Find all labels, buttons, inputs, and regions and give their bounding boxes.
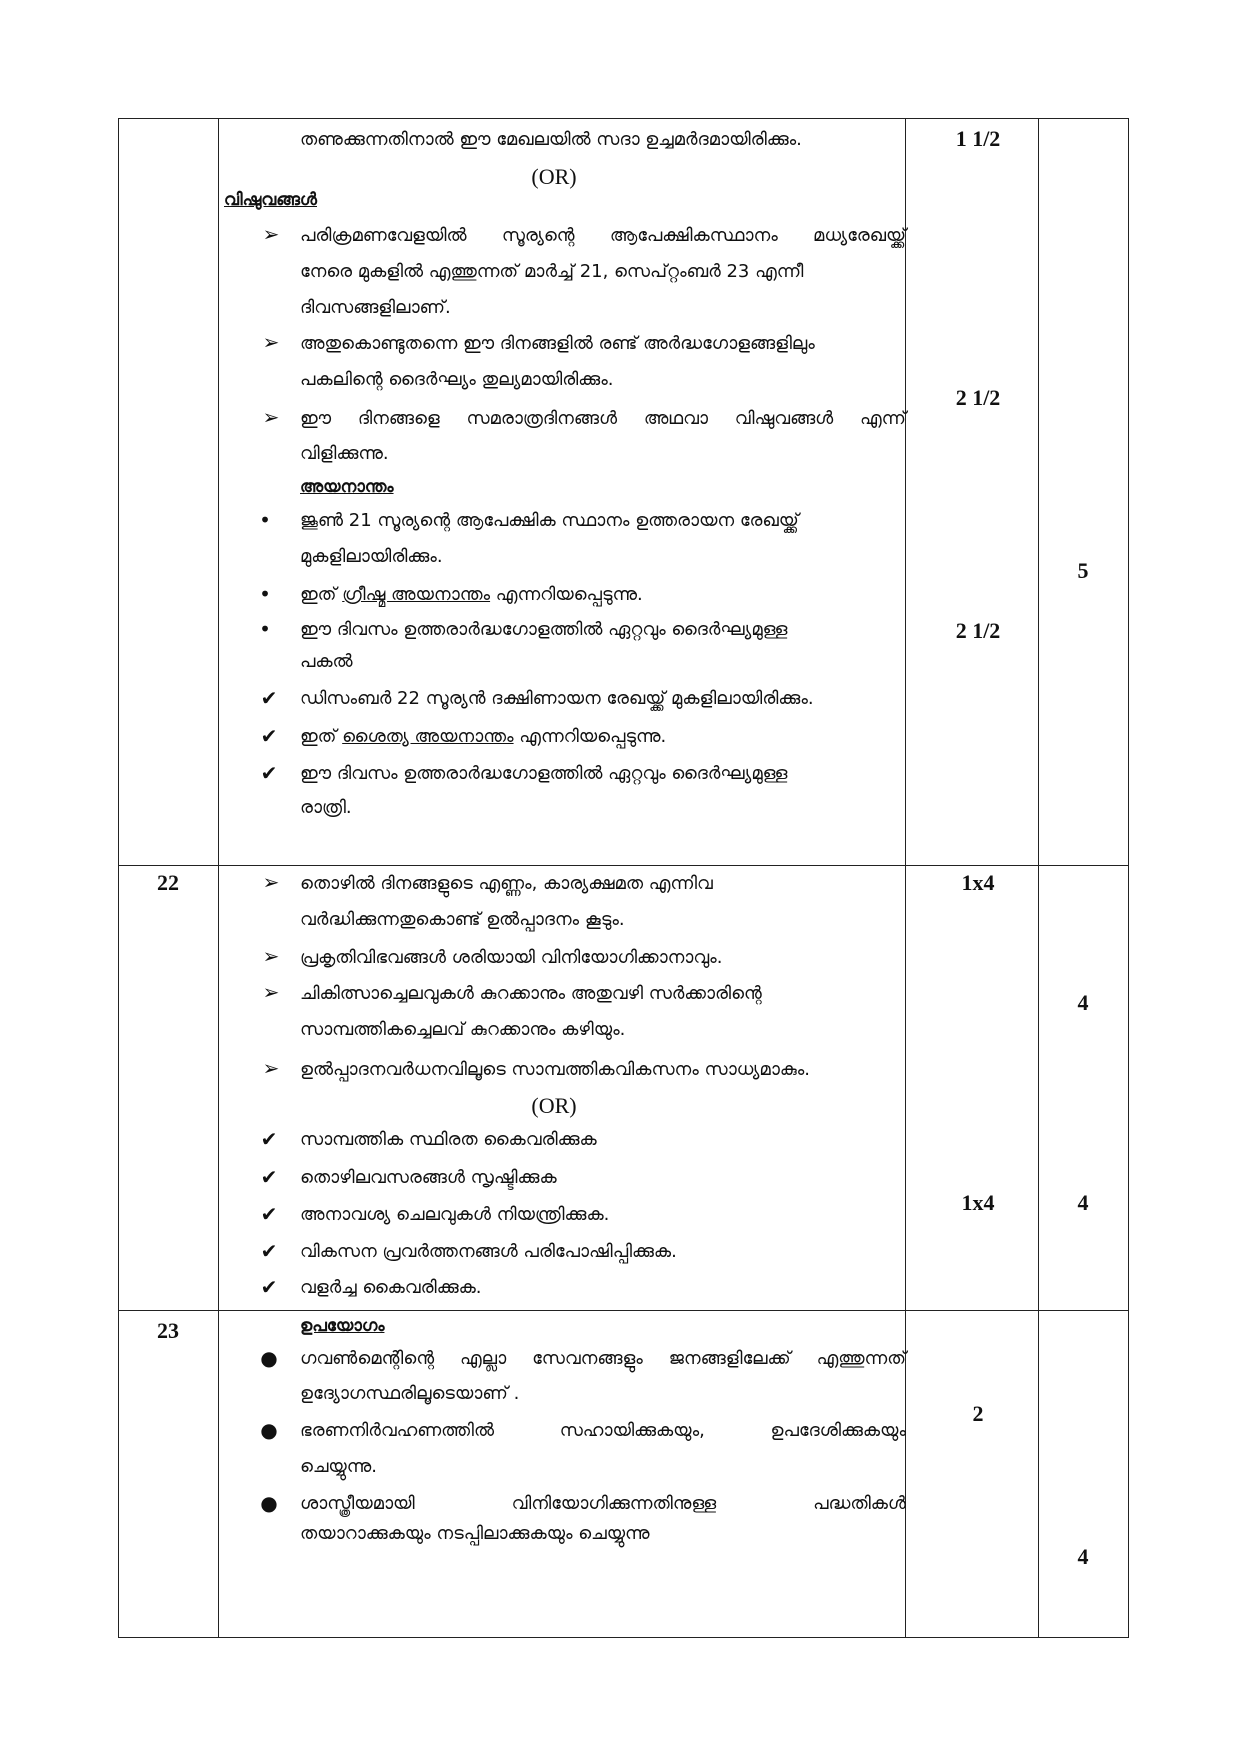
column-divider (905, 119, 906, 1637)
disc-bullet-icon: ● (260, 1346, 278, 1370)
answer-line: രാത്രി. (300, 797, 352, 818)
column-divider (1038, 119, 1039, 1637)
underlined-term: ഗ്രീഷ്മ അയനാന്തം (342, 584, 491, 605)
arrow-bullet-icon: ➢ (262, 1056, 280, 1080)
or-separator: (OR) (531, 164, 577, 189)
mark-value: 1 1/2 (955, 126, 1001, 151)
answer-line: സാമ്പത്തികച്ചെലവ് കുറക്കാനും കഴിയും. (300, 1019, 626, 1040)
answer-line: തൊഴിലവസരങ്ങൾ സൃഷ്ടിക്കുക (300, 1167, 557, 1188)
answer-line: ഉദ്യോഗസ്ഥരിലൂടെയാണ് . (300, 1383, 520, 1404)
answer-line: ദിവസങ്ങളിലാണ്. (300, 297, 451, 318)
answer-line: ഭരണനിർവഹണത്തിൽ സഹായിക്കുകയും, ഉപദേശിക്കുകയും (300, 1420, 906, 1441)
answer-line: വളർച്ച കൈവരിക്കുക. (300, 1277, 482, 1298)
question-number: 22 (157, 870, 179, 895)
answer-line: പകലിന്റെ ദൈർഘ്യം തുല്യമായിരിക്കും. (300, 369, 614, 390)
mark-value: 2 1/2 (955, 385, 1001, 410)
dot-bullet-icon: • (259, 508, 271, 532)
check-bullet-icon: ✔ (260, 1127, 278, 1151)
check-bullet-icon: ✔ (260, 686, 278, 710)
answer-line: ഉൽപ്പാദനവർധനവിലൂടെ സാമ്പത്തികവികസനം സാധ്യമാകും. (300, 1059, 811, 1080)
disc-bullet-icon: ● (260, 1418, 278, 1442)
answer-line: അതുകൊണ്ടുതന്നെ ഈ ദിനങ്ങളിൽ രണ്ട് അർദ്ധഗോളങ്ങളിലും (300, 333, 815, 354)
check-bullet-icon: ✔ (260, 1202, 278, 1226)
answer-line: വികസന പ്രവർത്തനങ്ങൾ പരിപോഷിപ്പിക്കുക. (300, 1241, 677, 1262)
answer-line: തൊഴിൽ ദിനങ്ങളുടെ എണ്ണം, കാര്യക്ഷമത എന്നിവ (300, 873, 713, 894)
answer-line: ഈ ദിനങ്ങളെ സമരാത്രദിനങ്ങൾ അഥവാ വിഷുവങ്ങൾ എന്ന് (300, 408, 906, 429)
check-bullet-icon: ✔ (260, 724, 278, 748)
answer-line: നേരെ മുകളിൽ എത്തുന്നത് മാർച്ച് 21, സെപ്റ്റംബർ 23 എന്നീ (300, 261, 804, 282)
answer-line: അനാവശ്യ ചെലവുകൾ നിയന്ത്രിക്കുക. (300, 1204, 610, 1225)
arrow-bullet-icon: ➢ (262, 980, 280, 1004)
question-number: 23 (157, 1318, 179, 1343)
dot-bullet-icon: • (259, 582, 271, 606)
answer-line: ശാസ്ത്രീയമായി വിനിയോഗിക്കുന്നതിനുള്ള പദ്ധതികൾ (300, 1493, 906, 1514)
row-divider (119, 1310, 1128, 1311)
arrow-bullet-icon: ➢ (262, 870, 280, 894)
answer-line: മുകളിലായിരിക്കും. (300, 546, 443, 567)
total-mark: 4 (1077, 1190, 1089, 1215)
answer-line: തയാറാക്കുകയും നടപ്പിലാക്കുകയും ചെയ്യുന്നു (300, 1523, 650, 1544)
check-bullet-icon: ✔ (260, 1239, 278, 1263)
check-bullet-icon: ✔ (260, 1165, 278, 1189)
or-separator: (OR) (531, 1093, 577, 1118)
disc-bullet-icon: ● (260, 1491, 278, 1515)
answer-line: വിളിക്കുന്നു. (300, 443, 389, 464)
check-bullet-icon: ✔ (260, 761, 278, 785)
arrow-bullet-icon: ➢ (262, 330, 280, 354)
section-heading: വിഷുവങ്ങൾ (224, 190, 317, 210)
answer-line: വർദ്ധിക്കുന്നതുകൊണ്ട് ഉൽപ്പാദനം കൂടും. (300, 909, 625, 930)
mark-value: 2 1/2 (955, 618, 1001, 643)
answer-line: പരിക്രമണവേളയിൽ സൂര്യന്റെ ആപേക്ഷികസ്ഥാനം മധ്യരേഖയ്ക്ക് (300, 225, 906, 246)
section-heading: അയനാന്തം (300, 477, 394, 497)
mark-value: 2 (972, 1401, 984, 1426)
answer-line: ഇത് ഗ്രീഷ്മ അയനാന്തം എന്നറിയപ്പെടുന്നു. (300, 584, 643, 605)
answer-line: തണുക്കുന്നതിനാൽ ഈ മേഖലയിൽ സദാ ഉച്ചമർദമായിരിക്കും. (300, 129, 802, 150)
mark-value: 1x4 (961, 870, 995, 895)
answer-line: പകൽ (300, 651, 353, 672)
arrow-bullet-icon: ➢ (262, 944, 280, 968)
answer-line: ചെയ്യുന്നു. (300, 1456, 377, 1477)
arrow-bullet-icon: ➢ (262, 405, 280, 429)
section-heading: ഉപയോഗം (300, 1316, 385, 1336)
answer-line: പ്രകൃതിവിഭവങ്ങൾ ശരിയായി വിനിയോഗിക്കാനാവും. (300, 947, 723, 968)
check-bullet-icon: ✔ (260, 1275, 278, 1299)
underlined-term: ശൈത്യ അയനാന്തം (342, 726, 514, 747)
answer-line: ഗവൺമെന്റിന്റെ എല്ലാ സേവനങ്ങളും ജനങ്ങളിലേക്ക് എത്തുന്നത് (300, 1348, 906, 1369)
mark-value: 1x4 (961, 1190, 995, 1215)
row-divider (119, 865, 1128, 866)
answer-line: ചികിത്സാച്ചെലവുകൾ കുറക്കാനും അതുവഴി സർക്കാരിന്റെ (300, 983, 762, 1004)
answer-line: ഇത് ശൈത്യ അയനാന്തം എന്നറിയപ്പെടുന്നു. (300, 726, 667, 747)
total-mark: 5 (1077, 558, 1089, 583)
answer-line: ജൂൺ 21 സൂര്യന്റെ ആപേക്ഷിക സ്ഥാനം ഉത്തരായന രേഖയ്ക്ക് (300, 510, 799, 531)
answer-line: ഈ ദിവസം ഉത്തരാർദ്ധഗോളത്തിൽ ഏറ്റവും ദൈർഘ്യമുള്ള (300, 619, 788, 640)
total-mark: 4 (1077, 1544, 1089, 1569)
arrow-bullet-icon: ➢ (262, 222, 280, 246)
answer-line: സാമ്പത്തിക സ്ഥിരത കൈവരിക്കുക (300, 1129, 597, 1150)
answer-line: ഈ ദിവസം ഉത്തരാർദ്ധഗോളത്തിൽ ഏറ്റവും ദൈർഘ്യമുള്ള (300, 763, 788, 784)
total-mark: 4 (1077, 990, 1089, 1015)
dot-bullet-icon: • (259, 617, 271, 641)
answer-line: ഡിസംബർ 22 സൂര്യൻ ദക്ഷിണായന രേഖയ്ക്ക് മുകളിലായിരിക്കും. (300, 688, 814, 709)
column-divider (218, 119, 219, 1637)
